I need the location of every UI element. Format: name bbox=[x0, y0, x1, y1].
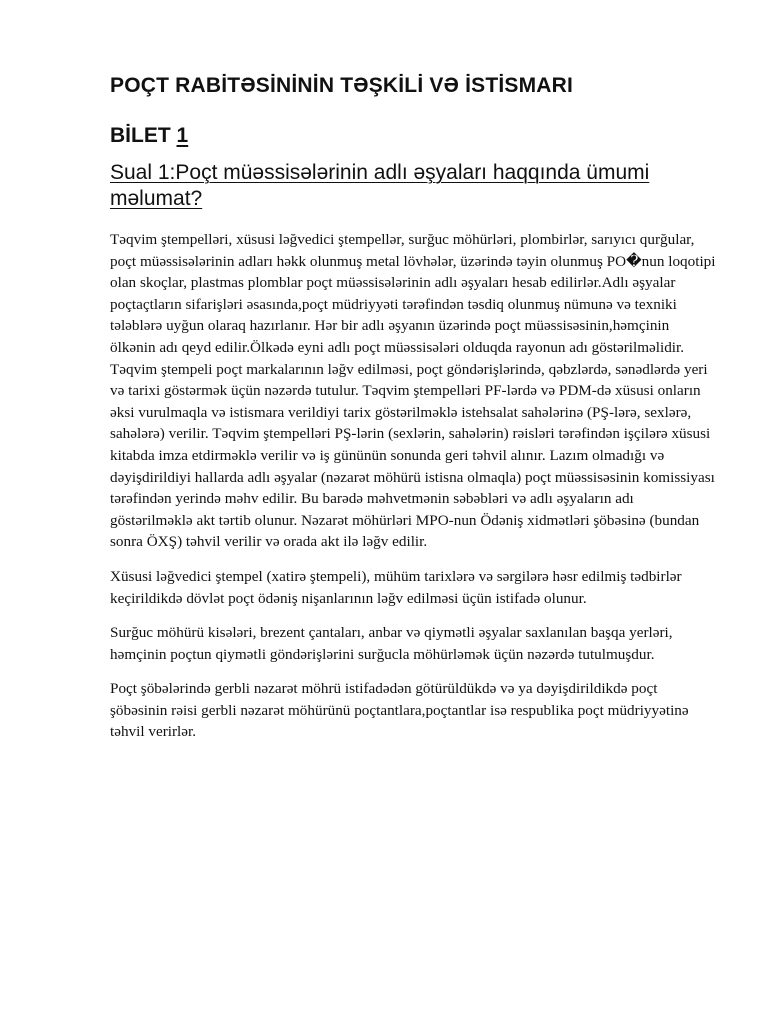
question-heading: Sual 1:Poçt müəssisələrinin adlı əşyaları haqqında ümumi məlumat? bbox=[110, 161, 650, 210]
ticket-number: 1 bbox=[176, 124, 189, 147]
ticket-heading bbox=[110, 116, 718, 156]
body-paragraph: Surğuc möhürü kisələri, brezent çantaları, anbar və qiymətli əşyalar saxlanılan başqa yerləri, həmçinin poçtun qiymətli göndərişlərini surğucla möhürləmək üçün nəzərdə tutulmuşdur. bbox=[110, 624, 673, 663]
body-paragraph: Poçt şöbələrində gerbli nəzarət möhrü istifadədən götürüldükdə və ya dəyişdirildikdə poçt şöbəsinin rəisi gerbli nəzarət möhürünü poçtantlara,poçtantlar isə respublika poçt müdriyyətinə təhvil verirlər. bbox=[110, 680, 689, 741]
document-title: POÇT RABİTƏSİNİNİN TƏŞKİLİ VƏ İSTİSMARI bbox=[110, 74, 574, 97]
document-page bbox=[110, 62, 718, 743]
ticket-label: BİLET bbox=[110, 124, 171, 147]
body-paragraph: Xüsusi ləğvedici ştempel (xatirə ştempeli), mühüm tarixlərə və sərgilərə həsr edilmiş tədbirlər keçirildikdə dövlət poçt ödəniş nişanlarının ləğv edilməsi üçün istifadə olunur. bbox=[110, 567, 682, 607]
body-paragraph: Təqvim ştempelləri, xüsusi ləğvedici ştempellər, surğuc möhürləri, plombirlər, sarıyıcı qurğular, poçt müəssisələrinin adları həkk olunmuş metal lövhələr, üzərində təyin olunmuş PO�nun loqotipi olan skoçlar, plastmas plomblar poçt müəssisələrinin adlı əşyaları hesab edilirlər.Adlı əşyalar poçtaçtların sifarişləri əsasında,poçt müdriyyəti tərəfindən təsdiq olunmuş nümunə və texniki tələblərə uyğun olaraq hazırlanır. Hər bir adlı əşyanın üzərində poçt müəssisəsinin,həmçinin ölkənin adı qeyd edilir.Ölkədə eyni adlı poçt müəssisələri olduqda rayonun adı göstərilməlidir. Təqvim ştempeli poçt markalarının ləğv edilməsi, poçt göndərişlərində, qəbzlərdə, sənədlərdə yeri və tarixi göstərmək üçün nəzərdə tutulur. Təqvim ştempelləri PF-lərdə və PDM-də xüsusi onların əksi vurulmaqla və istismara verildiyi tarix göstərilməklə istehsalat sahələrinə (PŞ-lərə, sexlərə, sahələrə) verilir. Təqvim ştempelləri PŞ-lərin (sexlərin, sahələrin) rəisləri tərəfindən işçilərə xüsusi kitabda imza etdirməklə verilir və iş gününün sonunda geri təhvil alınır. Lazım olmadığı və dəyişdirildiyi hallarda adlı əşyalar (nəzarət möhürü istisna olmaqla) poçt müəssisəsinin komissiyası tərəfindən yerində məhv edilir. Bu barədə məhvetmənin səbəbləri və adlı əşyaların adı göstərilməklə akt tərtib olunur. Nəzarət möhürləri MPO-nun Ödəniş xidmətləri şöbəsinə (bundan sonra ÖXŞ) təhvil verilir və orada akt ilə ləğv edilir. bbox=[110, 231, 716, 551]
